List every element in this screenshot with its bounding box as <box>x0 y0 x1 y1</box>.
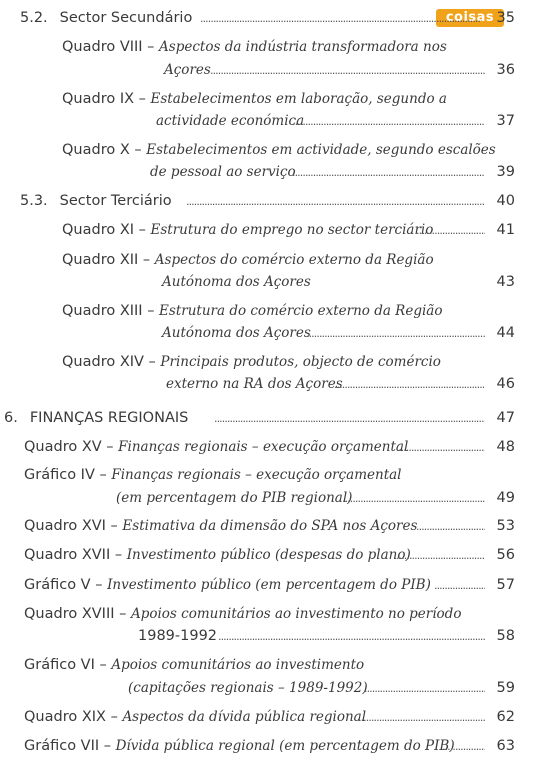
dot-leader <box>398 437 485 457</box>
page-number: 35 <box>496 10 515 26</box>
dot-leader <box>442 736 485 756</box>
entry-label: Quadro IX – <box>62 91 146 107</box>
entry-label: Quadro XVII – <box>24 547 123 563</box>
entry-description-continued: 1989-1992 <box>138 628 218 644</box>
entry-description: Aspectos do comércio externo da Região <box>154 252 434 268</box>
dot-leader <box>200 8 480 28</box>
entry-description-continued: Autónoma dos Açores <box>162 274 311 290</box>
entry-title: Sector Secundário <box>59 10 193 26</box>
entry-description: Investimento público (despesas do plano) <box>126 547 411 563</box>
dot-leader <box>218 626 485 646</box>
page-number: 56 <box>496 547 515 563</box>
dot-leader <box>210 60 485 80</box>
section-number: 5.2. <box>20 10 48 26</box>
page-number: 58 <box>496 628 515 644</box>
entry-description-continued: externo na RA dos Açores <box>166 376 343 392</box>
page-number: 63 <box>496 738 515 754</box>
dot-leader <box>186 191 485 211</box>
entry-label: Quadro XVI – <box>24 518 118 534</box>
dot-leader <box>416 220 485 240</box>
entry-title: FINANÇAS REGIONAIS <box>29 410 189 426</box>
coisas-watermark-logo: coisas <box>436 9 504 27</box>
entry-label: Gráfico VII – <box>24 738 111 754</box>
entry-label: Gráfico VI – <box>24 657 107 673</box>
entry-description-continued: de pessoal ao serviço <box>150 164 296 180</box>
entry-description-continued: Autónoma dos Açores <box>162 325 311 341</box>
entry-label: Quadro X – <box>62 142 142 158</box>
dot-leader <box>334 374 485 394</box>
dot-leader <box>364 678 485 698</box>
page-number: 46 <box>496 376 515 392</box>
page-number: 43 <box>496 274 515 290</box>
entry-description-continued: Açores <box>164 62 211 78</box>
entry-description-continued: (em percentagem do PIB regional) <box>116 490 353 506</box>
entry-description: Estimativa da dimensão do SPA nos Açores <box>122 518 418 534</box>
dot-leader <box>358 707 485 727</box>
page-number: 57 <box>496 577 515 593</box>
dot-leader <box>416 516 485 536</box>
entry-description: Finanças regionais – execução orçamental <box>118 439 409 455</box>
entry-label: Quadro XIX – <box>24 709 118 725</box>
entry-title: Sector Terciário <box>59 193 172 209</box>
entry-description: Estrutura do comércio externo da Região <box>159 303 443 319</box>
entry-label: Quadro XIII – <box>62 303 155 319</box>
dot-leader <box>434 575 485 595</box>
entry-description: Investimento público (em percentagem do PIB) <box>107 577 431 593</box>
dot-leader <box>342 488 485 508</box>
entry-description: Estabelecimentos em laboração, segundo a <box>150 91 447 107</box>
page-number: 36 <box>496 62 515 78</box>
entry-description: Finanças regionais – execução orçamental <box>111 467 402 483</box>
entry-description: Aspectos da dívida pública regional <box>122 709 367 725</box>
chapter-number: 6. <box>4 410 18 426</box>
entry-label: Quadro VIII – <box>62 39 155 55</box>
entry-description: Apoios comunitários ao investimento <box>111 657 365 673</box>
entry-label: Quadro XV – <box>24 439 114 455</box>
entry-label: Quadro XVIII – <box>24 606 127 622</box>
entry-label: Quadro XII – <box>62 252 151 268</box>
page-number: 37 <box>496 113 515 129</box>
page-number: 53 <box>496 518 515 534</box>
section-number: 5.3. <box>20 193 48 209</box>
entry-description: Aspectos da indústria transformadora nos <box>159 39 447 55</box>
dot-leader <box>292 162 485 182</box>
dot-leader <box>396 545 485 565</box>
page-number: 39 <box>496 164 515 180</box>
dot-leader <box>292 111 485 131</box>
entry-label: Quadro XI – <box>62 222 146 238</box>
page-number: 59 <box>496 680 515 696</box>
entry-description: Estabelecimentos em actividade, segundo escalões <box>146 142 496 158</box>
page-number: 40 <box>496 193 515 209</box>
entry-description-continued: actividade económica <box>156 113 305 129</box>
entry-label: Quadro XIV – <box>62 354 156 370</box>
page-number: 47 <box>496 410 515 426</box>
page-number: 62 <box>496 709 515 725</box>
page-number: 49 <box>496 490 515 506</box>
entry-description: Apoios comunitários ao investimento no período <box>130 606 462 622</box>
page-number: 41 <box>496 222 515 238</box>
page-number: 48 <box>496 439 515 455</box>
entry-label: Gráfico V – <box>24 577 103 593</box>
dot-leader <box>214 408 485 428</box>
page-number: 44 <box>496 325 515 341</box>
entry-description-continued: (capitações regionais – 1989-1992) <box>128 680 368 696</box>
entry-description: Principais produtos, objecto de comércio <box>160 354 441 370</box>
entry-description: Estrutura do emprego no sector terciário <box>150 222 434 238</box>
entry-label: Gráfico IV – <box>24 467 107 483</box>
entry-description: Dívida pública regional (em percentagem do PIB) <box>115 738 455 754</box>
dot-leader <box>306 323 485 343</box>
